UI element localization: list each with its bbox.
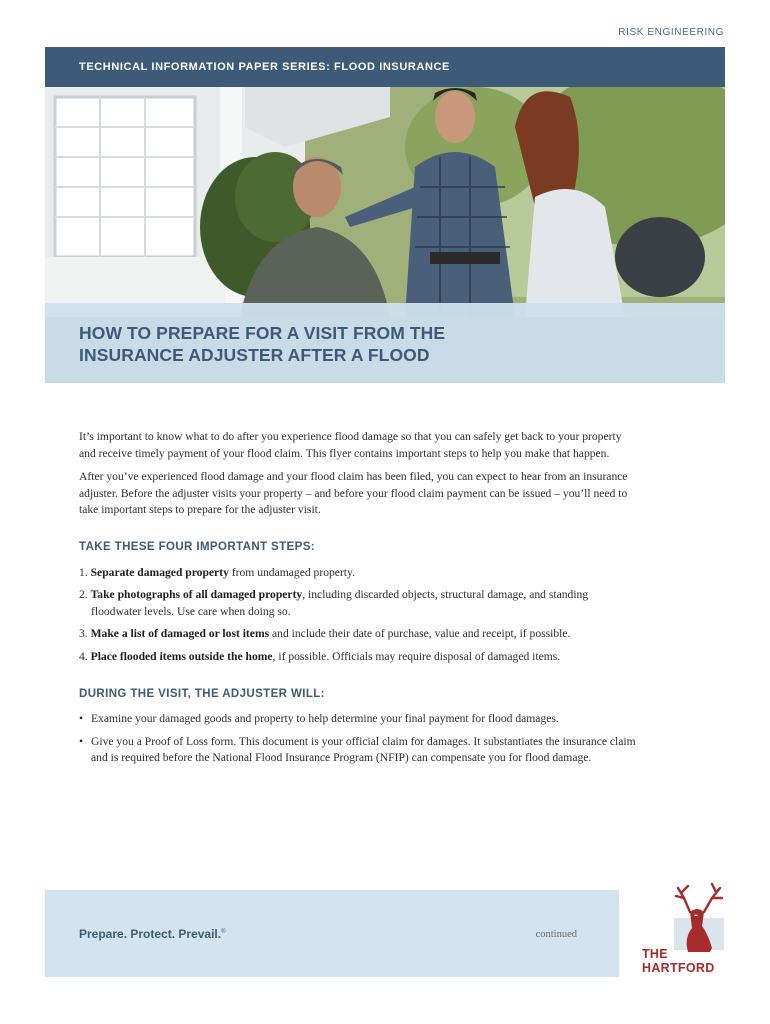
logo-line-2: HARTFORD [642,961,715,975]
main-content [79,429,639,773]
step-item: 4. Place flooded items outside the home, if possible. Officials may require disposal of damaged items. [79,649,561,663]
continued-label: continued [535,929,577,940]
step-item: 3. Make a list of damaged or lost items and include their date of purchase, value and receipt, if possible. [79,627,571,641]
series-banner: TECHNICAL INFORMATION PAPER SERIES: FLOOD INSURANCE [45,47,725,87]
steps-heading: TAKE THESE FOUR IMPORTANT STEPS: [79,540,315,553]
registered-mark: ® [221,929,226,935]
bullet-icon: • [79,734,84,748]
steps-list [79,565,639,666]
tagline: Prepare. Protect. Prevail.® [79,927,226,941]
step-item: 2. Take photographs of all damaged property, including discarded objects, structural damage, and standing floodwater levels. Use care when doing so. [79,588,589,618]
visit-item: • Give you a Proof of Loss form. This document is your official claim for damages. It substantiates the insurance claim and is required before the National Flood Insurance Program (NFIP) can compensate you for flood damage. [79,734,636,765]
visit-item: • Examine your damaged goods and property to help determine your final payment for flood damages. [79,711,639,728]
visit-list [79,711,639,767]
company-logo-text [642,947,715,975]
step-item: 1. Separate damaged property from undamaged property. [79,565,355,579]
title-line-1: HOW TO PREPARE FOR A VISIT FROM THE [79,323,446,343]
footer-band [45,890,619,977]
intro-paragraph-2: After you’ve experienced flood damage and your flood claim has been filed, you can expect to hear from an insurance adjuster. Before the adjuster visits your property – and before your flood claim payment can be issued – you’ll need to take important steps to prepare for the adjuster visit. [79,470,628,517]
bullet-icon: • [79,712,84,726]
department-label: RISK ENGINEERING [618,27,724,38]
logo-line-1: THE [642,947,668,961]
title-line-2: INSURANCE ADJUSTER AFTER A FLOOD [79,345,430,365]
title-band [45,303,725,383]
intro-paragraph-1: It’s important to know what to do after you experience flood damage so that you can safely get back to your property and receive timely payment of your flood claim. This flyer contains important steps to help you make that happen. [79,430,622,460]
visit-heading: DURING THE VISIT, THE ADJUSTER WILL: [79,687,325,700]
document-title [79,322,725,366]
